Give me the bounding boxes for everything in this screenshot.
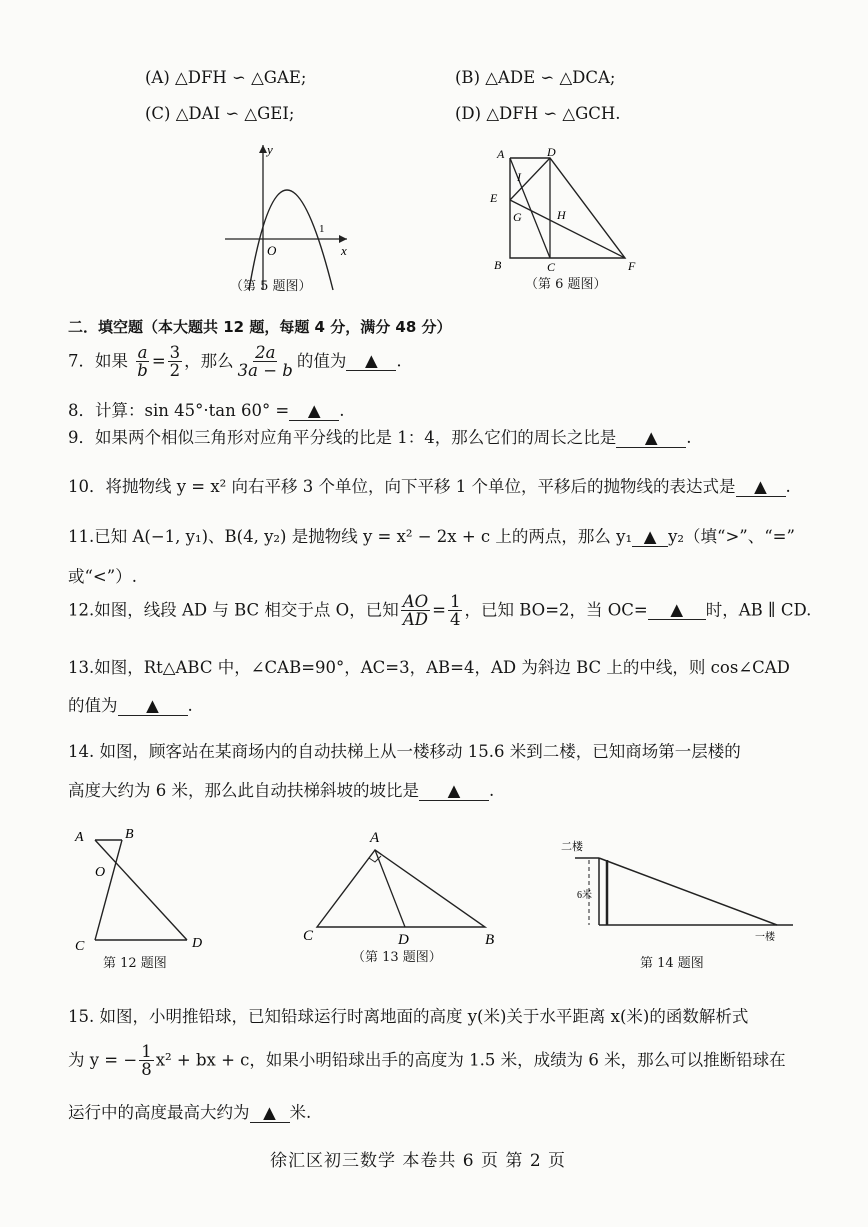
answer-blank-9: ▲ [616, 430, 686, 448]
answer-blank-10: ▲ [736, 479, 786, 497]
q7-prefix: 7．如果 [68, 351, 128, 371]
choice-c: (C) △DAI ∽ △GEI; [145, 104, 295, 123]
answer-blank-15: ▲ [250, 1105, 290, 1123]
q7-fraction-3-2: $\frac{3}{2}$ [169, 343, 181, 381]
label-b: B [125, 827, 134, 842]
question-13: 13.如图，Rt△ABC 中，∠CAB=90°，AC=3，AB=4，AD 为斜边 BC 上的中线，则 cos∠CAD [68, 658, 790, 677]
question-9: 9．如果两个相似三角形对应角平分线的比是 1：4，那么它们的周长之比是 ▲ . [68, 428, 692, 447]
label-h: H [557, 208, 566, 222]
figure-13-triangle [295, 822, 510, 952]
question-14: 14. 如图，顾客站在某商场内的自动扶梯上从一楼移动 15.6 米到二楼，已知商场第一层楼的 [68, 742, 741, 761]
answer-blank-11: ▲ [632, 529, 668, 547]
figure-6-caption: （第 6 题图） [525, 277, 607, 292]
label-d: D [398, 932, 409, 948]
question-12: 12.如图，线段 AD 与 BC 相交于点 O，已知 $\frac{AO}{AD}$ = $\frac{1}{4}$ ，已知 BO=2，当 OC= ▲ 时，AB ∥ CD. [68, 592, 812, 630]
label-a: A [497, 147, 505, 161]
label-y: y [267, 142, 273, 157]
label-g: G [513, 210, 522, 224]
label-floor-1: 一楼 [755, 932, 775, 943]
q15-fraction-1-8: $\frac{1}{8}$ [141, 1042, 152, 1080]
q7-fraction-expression: $\frac{2a}{3a - b}$ [237, 343, 293, 381]
answer-blank-14: ▲ [419, 783, 489, 801]
segment-ac [510, 158, 550, 258]
question-15-line2: 为 y = − $\frac{1}{8}$ x² + bx + c，如果小明铅球出手的高度为 1.5 米，成绩为 6 米，那么可以推断铅球在 [68, 1042, 786, 1080]
label-a: A [75, 830, 84, 845]
label-floor-2: 二楼 [561, 841, 583, 853]
answer-blank-8: ▲ [289, 403, 339, 421]
question-8: 8．计算：sin 45°·tan 60° = ▲ . [68, 401, 345, 420]
label-b: B [485, 932, 495, 948]
label-d: D [547, 145, 556, 159]
figure-13-caption: （第 13 题图） [352, 950, 442, 965]
figure-14-caption: 第 14 题图 [640, 956, 704, 971]
figure-5-caption: （第 5 题图） [230, 279, 312, 294]
figure-5-parabola [215, 140, 365, 295]
page-footer: 徐汇区初三数学 本卷共 6 页 第 2 页 [270, 1151, 567, 1171]
section-fill-blank-title: 二．填空题（本大题共 12 题，每题 4 分，满分 48 分） [68, 318, 452, 336]
figure-12-geometry [65, 822, 220, 952]
label-e: E [490, 191, 498, 205]
answer-blank-7: ▲ [346, 353, 396, 371]
escalator-slope [599, 858, 777, 925]
question-14-line2: 高度大约为 6 米，那么此自动扶梯斜坡的坡比是 ▲ . [68, 781, 495, 800]
label-c: C [303, 928, 314, 944]
y-axis-arrow [259, 145, 267, 153]
figure-14-escalator [555, 830, 800, 950]
segment-de [510, 158, 550, 200]
answer-blank-12: ▲ [648, 602, 706, 620]
figure-12-caption: 第 12 题图 [103, 956, 167, 971]
question-13-line2: 的值为 ▲ . [68, 696, 193, 715]
label-a: A [370, 830, 380, 846]
q12-fraction-ao-ad: $\frac{AO}{AD}$ [402, 592, 429, 630]
median-ad [375, 850, 405, 927]
segment-ef [510, 200, 625, 258]
label-b: B [494, 258, 502, 272]
choice-d: (D) △DFH ∽ △GCH. [455, 104, 621, 123]
label-x: x [341, 243, 347, 258]
q7-fraction-a-b: $\frac{a}{b}$ [137, 343, 148, 381]
label-d: D [192, 936, 203, 951]
label-f: F [628, 259, 636, 273]
question-10: 10．将抛物线 y = x² 向右平移 3 个单位，向下平移 1 个单位，平移后的抛物线的表达式是 ▲ . [68, 477, 791, 496]
label-i: I [517, 170, 521, 184]
label-height: 6米 [577, 890, 592, 901]
question-15-line3: 运行中的高度最高大约为 ▲ 米. [68, 1103, 312, 1122]
answer-blank-13: ▲ [118, 698, 188, 716]
figure-6-geometry [480, 140, 650, 275]
question-11: 11.已知 A(−1, y₁)、B(4, y₂) 是抛物线 y = x² − 2x + c 上的两点，那么 y₁ ▲ y₂（填“>”、“=” [68, 527, 795, 546]
q12-fraction-1-4: $\frac{1}{4}$ [449, 592, 461, 630]
x-axis-arrow [339, 235, 347, 243]
question-7: 7．如果 $\frac{a}{b}$ = $\frac{3}{2}$ ，那么 $\frac{2a}{3a - b}$ 的值为 ▲ . [68, 343, 402, 381]
label-o: O [95, 865, 106, 880]
question-11-line2: 或“<”）. [68, 567, 137, 586]
choice-b: (B) △ADE ∽ △DCA; [455, 68, 616, 87]
label-one: 1 [319, 223, 325, 235]
label-origin: O [267, 243, 277, 258]
question-15: 15. 如图，小明推铅球，已知铅球运行时离地面的高度 y(米)关于水平距离 x(米)的函数解析式 [68, 1007, 749, 1026]
label-c: C [75, 939, 85, 952]
label-c: C [547, 260, 556, 274]
choice-a: (A) △DFH ∽ △GAE; [145, 68, 307, 87]
